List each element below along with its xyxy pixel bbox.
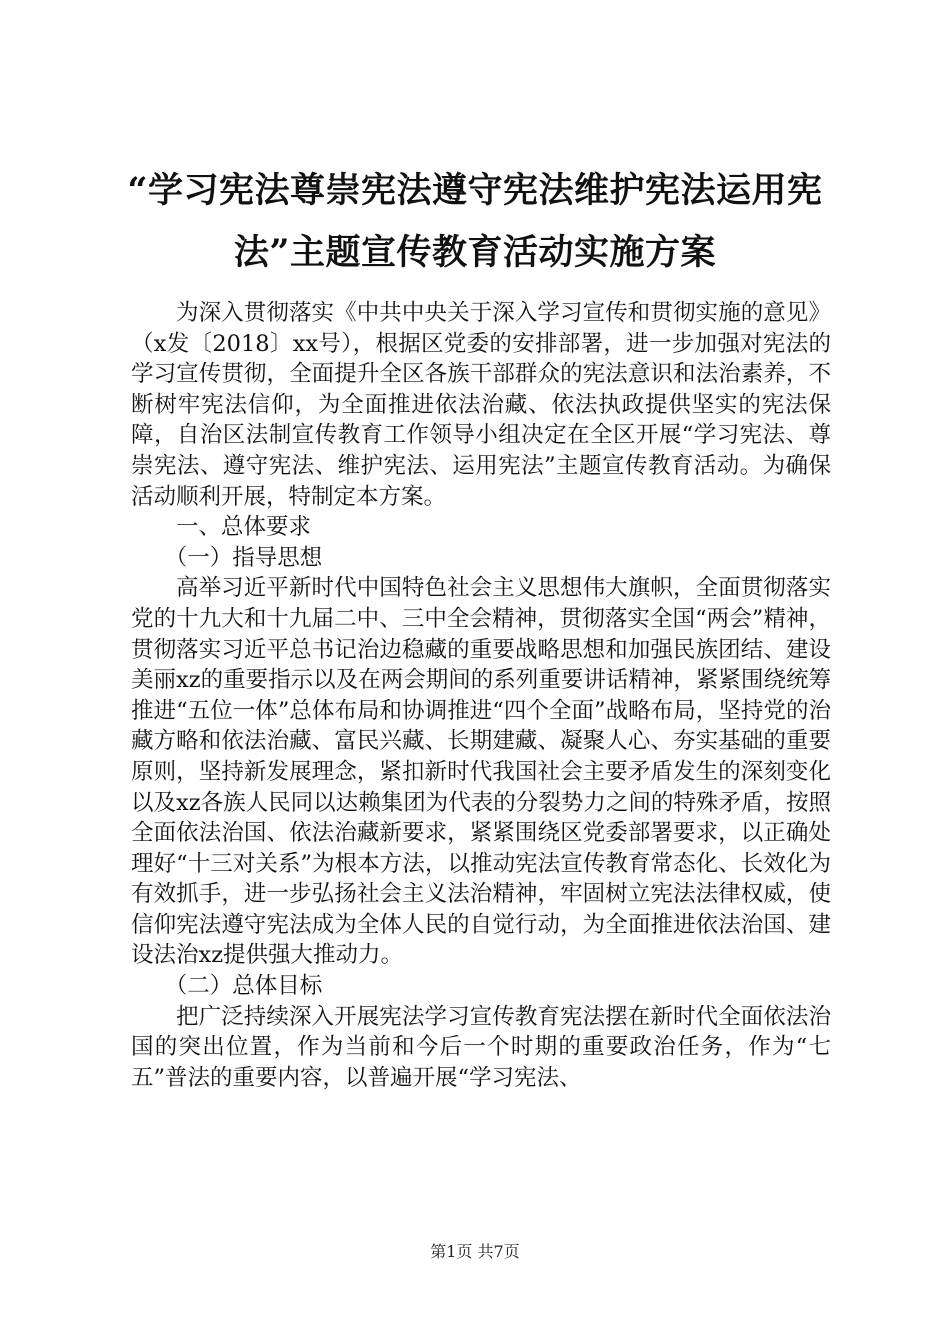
title-line-1: “学习宪法尊崇宪法遵守宪法维护宪法运用宪: [127, 170, 823, 211]
guiding-ideology-paragraph: 高举习近平新时代中国特色社会主义思想伟大旗帜，全面贯彻落实党的十九大和十九届二中、三中全会精神，贯彻落实全国“两会”精神，贯彻落实习近平总书记治边稳藏的重要战略思想和加强民族团结、建设美丽xz的重要指示以及在两会期间的系列重要讲话精神，紧紧围绕统筹推进“五位一体”总体布局和协调推进“四个全面”战略布局，坚持党的治藏方略和依法治藏、富民兴藏、长期建藏、凝聚人心、夯实基础的重要原则，坚持新发展理念，紧扣新时代我国社会主要矛盾发生的深刻变化以及xz各族人民同以达赖集团为代表的分裂势力之间的特殊矛盾，按照全面依法治国、依法治藏新要求，紧紧围绕区党委部署要求，以正确处理好“十三对关系”为根本方法，以推动宪法宣传教育常态化、长效化为有效抓手，进一步弘扬社会主义法治精神，牢固树立宪法法律权威，使信仰宪法遵守宪法成为全体人民的自觉行动，为全面推进依法治国、建设法治xz提供强大推动力。: [131, 575, 831, 969]
section-heading-general-requirements: 一、总体要求: [176, 514, 312, 541]
subsection-heading-guiding-ideology: （一）指导思想: [164, 544, 323, 571]
intro-paragraph: 为深入贯彻落实《中共中央关于深入学习宣传和贯彻实施的意见》（x发〔2018〕xx号），根据区党委的安排部署，进一步加强对宪法的学习宣传贯彻，全面提升全区各族干部群众的宪法意识和法治素养，不断树牢宪法信仰，为全面推进依法治藏、依法执政提供坚实的宪法保障，自治区法制宣传教育工作领导小组决定在全区开展“学习宪法、尊崇宪法、遵守宪法、维护宪法、运用宪法”主题宣传教育活动。为确保活动顺利开展，特制定本方案。: [131, 300, 831, 510]
document-body: [131, 298, 831, 1093]
document-title: [110, 160, 840, 284]
overall-goal-paragraph: 把广泛持续深入开展宪法学习宣传教育宪法摆在新时代全面依法治国的突出位置，作为当前和今后一个时期的重要政治任务，作为“七五”普法的重要内容，以普遍开展“学习宪法、: [131, 1003, 831, 1091]
subsection-heading-overall-goal: （二）总体目标: [164, 973, 323, 1000]
title-line-2: 法”主题宣传教育活动实施方案: [233, 232, 717, 273]
page-number-footer: 第1页 共7页: [430, 1242, 520, 1261]
